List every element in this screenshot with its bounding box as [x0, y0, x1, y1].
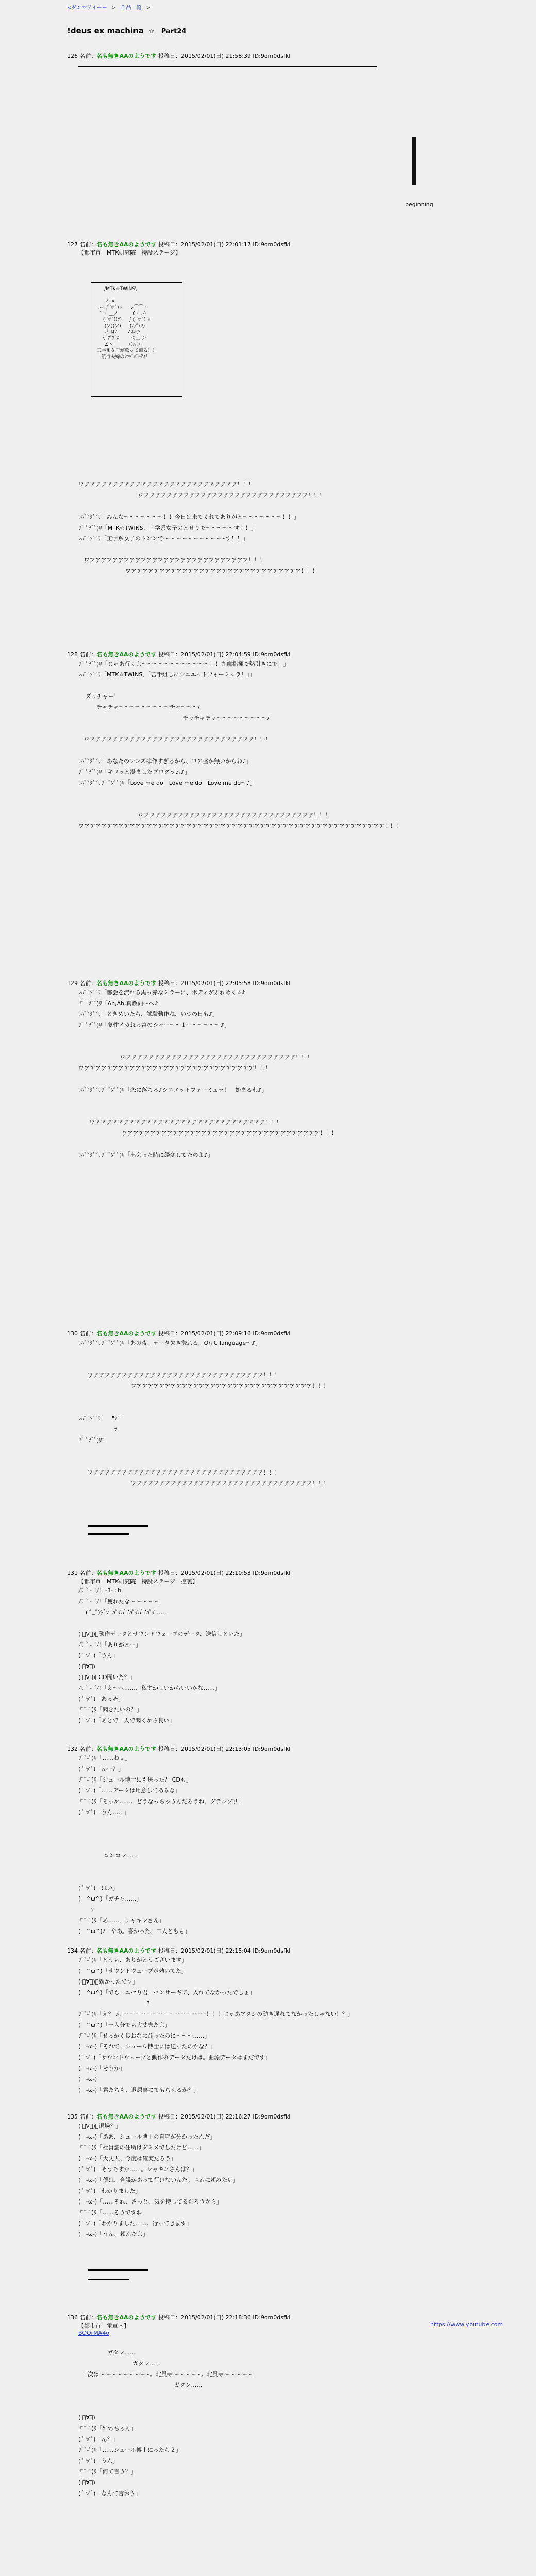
post-line: ワアアアアアアアアアアアアアアアアアアアアアアアアアアアアアア！！！	[78, 1372, 280, 1379]
post-line	[78, 2336, 510, 2347]
post-line: ﾉﾘ｀- ´ﾉ!「え～へ……、私すかしいからいいかな……」	[78, 1685, 221, 1691]
post-number: 130 名前：	[67, 1330, 97, 1337]
post-body	[78, 1337, 510, 1489]
post-line	[78, 1828, 510, 1839]
post-line: ( ﾟ∀ﾟ)	[78, 2414, 95, 2421]
post-134	[67, 1946, 510, 2095]
thread-part: ☆ Part24	[148, 28, 187, 36]
post-body	[78, 479, 510, 577]
post-line: ﾚﾊﾟ`ｸﾞ´ﾘ「工学系女子のトンンで～～～～～～～～～～～す！！」	[78, 535, 248, 542]
post-body	[78, 1585, 510, 1726]
post-line: ( ﾟ∀ﾟ)「うん」	[78, 2458, 119, 2464]
post-line: ( -ω-)「そうか」	[78, 2065, 126, 2072]
post-meta: 投稿日：2015/02/01(日) 22:16:27 ID:9om0dsfkI	[158, 2113, 291, 2120]
post-line: ガタン……	[78, 2382, 203, 2388]
post-line: ﾚﾊﾟ`ｸﾞ´ﾘ「みんな～～～～～～～！！今日は来てくれてありがと～～～～～～～！！」	[78, 514, 299, 520]
post-line: ﾉﾘ｀- ´ﾉ!「疲れたな～～～～～」	[78, 1598, 164, 1605]
poster-name[interactable]: 名も無きAAのようです	[96, 980, 157, 987]
post-line: ﾘﾞ ﾟｿﾞﾟ)ﾘ「気性イカれる富のシャー～～１ー～～～～～♪」	[78, 1022, 230, 1028]
post-header	[67, 52, 510, 60]
poster-name[interactable]: 名も無きAAのようです	[96, 1745, 157, 1752]
post-line	[78, 1872, 510, 1883]
post-line: ( ﾟ∀ﾟ)「あっそ」	[78, 1696, 124, 1702]
beginning-caption: beginning	[405, 201, 433, 208]
post-line: ﾘﾞﾟ-ﾟ)ﾘ「……シュール博士にったら２」	[78, 2447, 181, 2453]
post-header	[67, 240, 510, 248]
post-line: ( ﾟ∀ﾟ)「CD聞いた？」	[78, 1674, 136, 1681]
post-line: ワアアアアアアアアアアアアアアアアアアアアアアアアアアアアアアアアアアアアアアアアアアアアアアアアアアアアア！！！	[78, 823, 401, 829]
poster-name[interactable]: 名も無きAAのようです	[96, 1330, 157, 1337]
post-line: ﾘﾞﾟ-ﾟ)ﾘ「……そうですね」	[78, 2209, 148, 2216]
post-line	[78, 745, 510, 756]
post-meta: 投稿日：2015/02/01(日) 21:58:39 ID:9om0dsfkI	[158, 53, 291, 59]
scene-heading: 【都市市 MTK研究院 特設ステージ】	[78, 249, 181, 256]
post-line: ﾘﾞﾟ-ﾟ)ﾘ「聞きたいの？」	[78, 1706, 142, 1713]
poster-name[interactable]: 名も無きAAのようです	[96, 2113, 157, 2120]
post-number: 132 名前：	[67, 1745, 97, 1752]
post-line: ( -ω-)「君たちも、退屈裏にてもらえるか？」	[78, 2087, 199, 2093]
post-line	[78, 1618, 510, 1629]
post-line: ﾘﾞ ﾟｿﾞﾟ)ﾘ「じゃあ行くよ～～～～～～～～～～～～！！九龍指揮で熱引きにで！」	[78, 660, 289, 667]
post-number: 128 名前：	[67, 651, 97, 658]
post-line: 「次は～～～～～～～～～。北風寺～～～～～。北風寺～～～～～」	[78, 2371, 258, 2378]
post-line: チャチャ～～～～～～～～～チャ～～～/	[78, 704, 200, 710]
post-meta: 投稿日：2015/02/01(日) 22:18:36 ID:9om0dsfkI	[158, 2314, 291, 2321]
post-line: ( ﾟ∀ﾟ)「あとで一人で聞くから良い」	[78, 1717, 175, 1724]
post-130	[67, 1329, 510, 1489]
poster-name[interactable]: 名も無きAAのようです	[96, 53, 157, 59]
breadcrumb	[67, 3, 154, 11]
post-line	[78, 1041, 510, 1052]
post-line: ﾘﾞ ﾟｿﾞﾟ)ﾘ「Ah,Ah,真教向～へ♪」	[78, 1000, 164, 1007]
post-line: ﾘﾞﾟ-ﾟ)ﾘ「……ねぇ」	[78, 1755, 131, 1761]
post-line	[78, 1106, 510, 1117]
post-number: 127 名前：	[67, 241, 97, 248]
post-number: 126 名前：	[67, 53, 97, 59]
post-line: ( ﾟ∀ﾟ)「わかりました」	[78, 2188, 141, 2194]
post-line: ワアアアアアアアアアアアアアアアアアアアアアアアアアアアアア！！！	[78, 492, 325, 499]
post-line: ( ﾟ∀ﾟ)「ん？」	[78, 2436, 119, 2443]
post-line: ﾉﾘ｀- ´ﾉ!「ありがとー」	[78, 1641, 141, 1648]
tower-illustration	[412, 137, 416, 185]
post-line	[78, 1030, 510, 1041]
post-number: 134 名前：	[67, 1947, 97, 1954]
nav-list-link[interactable]: 作品一覧	[121, 5, 142, 11]
post-meta: 投稿日：2015/02/01(日) 22:01:17 ID:9om0dsfkI	[158, 241, 291, 248]
post-line: ( -ω-)「ああ、シュール博士の自宅が分かったんだ」	[78, 2133, 216, 2140]
post-line: ( -ω-)「それで、シュール博士には送ったのかな？」	[78, 2043, 216, 2050]
post-line: ワアアアアアアアアアアアアアアアアアアアアアアアアアアア！！！	[78, 481, 254, 488]
video-id-link[interactable]: BOOrMA4o	[78, 2330, 109, 2336]
post-body	[78, 1753, 510, 1937]
post-line: ﾚﾊﾟ`ｸﾞ´ﾘ「あなたのレンズは作すぎるから、コア盛が無いからね♪」	[78, 758, 252, 765]
post-line: ( ﾟ∀ﾟ)「そうですか……。シャキンさんは？」	[78, 2166, 198, 2173]
post-line: ( ﾟ∀ﾟ)「んー？」	[78, 1766, 124, 1772]
post-meta: 投稿日：2015/02/01(日) 22:10:53 ID:9om0dsfkI	[158, 1570, 291, 1577]
post-header	[67, 650, 510, 658]
post-line	[78, 1392, 510, 1402]
post-131	[67, 1569, 510, 1726]
post-meta: 投稿日：2015/02/01(日) 22:15:04 ID:9om0dsfkI	[158, 1947, 291, 1954]
post-line: ワアアアアアアアアアアアアアアアアアアアアアアアアアアアアアア！！！	[78, 568, 318, 574]
post-line: ( -ω-)「うん。頼んだよ」	[78, 2231, 148, 2238]
post-line: ワアアアアアアアアアアアアアアアアアアアアアアアアアアアア！！！	[78, 557, 265, 564]
post-line: ワアアアアアアアアアアアアアアアアアアアアアアアアアアアアアア！！！	[78, 1469, 280, 1476]
divider	[88, 1525, 148, 1527]
scene-heading: 【都市市 電車内】	[78, 2323, 129, 2329]
post-line	[78, 1818, 510, 1828]
post-number: 131 名前：	[67, 1570, 97, 1577]
post-line: ( ﾟ∀ﾟ)「わかりました……。行ってきます」	[78, 2220, 192, 2227]
post-line: ( ﾟ∀ﾟ)「効かったです」	[78, 1978, 139, 1985]
post-136	[67, 2313, 510, 2499]
post-meta: 投稿日：2015/02/01(日) 22:05:58 ID:9om0dsfkI	[158, 980, 291, 987]
post-line: ﾚﾊﾟ`ｸﾞ´ﾘ「ときめいたら、試験動作ね、いつの日も♪」	[78, 1011, 219, 1018]
post-meta: 投稿日：2015/02/01(日) 22:04:59 ID:9om0dsfkI	[158, 651, 291, 658]
post-128	[67, 650, 510, 832]
post-line: ( ﾟ∀ﾟ)「うん」	[78, 1652, 119, 1659]
poster-name[interactable]: 名も無きAAのようです	[96, 651, 157, 658]
post-line: ?	[78, 2000, 150, 2007]
post-line: ﾚﾊﾟ`ｸﾞ´ﾘ「MTK☆TWINS、「苦手組しにシエエットフォーミュラ！」」	[78, 671, 256, 678]
post-line: ワアアアアアアアアアアアアアアアアアアアアアアアアアアアアアアアアアア！！！	[78, 1130, 337, 1137]
post-line: ｿ	[78, 1906, 94, 1913]
stage-sign-ascii-art: /MTK☆TWINS\ ∧_∧ ,-ヘ/ﾟ∀ﾟ)ヽ ,-⌒⌒ヽ ｀ヽ __ノ (ヽ ,-) (ﾟ∀ﾟ)(ｿ) ∫ (ﾟ∀ﾟ) ☆ (ソ)(ソ) (ｿ)'ﾟ(ｿ) 八 ﾎ(ｿ ∠ﾎﾎ(ｿ ｾﾞﾌﾞﾌﾟﾆ ＜工 ＞ ∠ヽ ＜☆＞ 工学系女子が歌って踊る！！ 航行夫婦のｼﾝｸﾞﾊﾟｰﾃｨ！	[91, 282, 182, 397]
post-line: ( ﾟ∀ﾟ)「はい」	[78, 1885, 119, 1891]
post-line	[78, 1074, 510, 1084]
post-line	[78, 2401, 510, 2412]
post-header	[67, 1744, 510, 1753]
post-line: ( -ω-)	[78, 2076, 97, 2082]
post-body	[78, 658, 510, 832]
thread-title	[67, 26, 186, 36]
post-line: ( ﾟ∀ﾟ)「なんて言おう」	[78, 2490, 141, 2497]
post-line: ﾘﾞﾟ-ﾟ)ﾘ「社員証の住所はダミメでしたけど……」	[78, 2144, 205, 2151]
post-line: ワアアアアアアアアアアアアアアアアアアアアアアアアアアアアアアア！！！	[78, 1383, 329, 1389]
post-line: ( -ω-)「大丈夫、今度は確実だろう」	[78, 2155, 177, 2162]
post-line	[78, 1446, 510, 1456]
post-135	[67, 2112, 510, 2240]
post-line: コンコン……	[78, 1852, 138, 1859]
divider	[88, 2279, 129, 2280]
post-header	[67, 2313, 510, 2321]
post-line: ( ﾟ∀ﾟ)「退場？」	[78, 2123, 122, 2129]
post-body	[78, 2336, 510, 2499]
post-line: ( ^ω^)「ガチャ……」	[78, 1895, 142, 1902]
post-line	[78, 723, 510, 734]
post-line: ﾘﾞ ﾟｿﾞﾟ)ﾘ"	[78, 1437, 105, 1444]
post-line: ワアアアアアアアアアアアアアアアアアアアアアアアアアアアアアア！！！	[78, 812, 331, 819]
poster-name[interactable]: 名も無きAAのようです	[96, 241, 157, 248]
post-header	[67, 2112, 510, 2121]
post-line: ( -ω-)「……それ、さっと、気を持してるだろうから」	[78, 2198, 222, 2205]
post-line: ﾘﾞﾟ-ﾟ)ﾘ「ｹﾞﾏﾝちゃん」	[78, 2425, 137, 2432]
youtube-link[interactable]: https://www.youtube.com	[430, 2321, 504, 2328]
post-line	[78, 1402, 510, 1413]
post-line: ( ﾟ∀ﾟ)	[78, 2479, 95, 2486]
post-line	[78, 1348, 510, 1359]
post-line: ﾚﾊﾟ`ｸﾞ´ﾘﾘﾞ ﾟｿﾞﾟ)ﾘ「Love me do Love me do Love me do～♪」	[78, 779, 256, 786]
post-line	[78, 501, 510, 512]
post-line: ( ^ω^)ﾉ「やあ。喜かった、二人ともも」	[78, 1928, 190, 1935]
post-line: ﾂ	[78, 1426, 118, 1433]
post-number: 135 名前：	[67, 2113, 97, 2120]
post-meta: 投稿日：2015/02/01(日) 22:13:05 ID:9om0dsfkI	[158, 1745, 291, 1752]
breadcrumb-separator: >	[111, 5, 116, 11]
post-line	[78, 1139, 510, 1149]
post-line: ワアアアアアアアアアアアアアアアアアアアアアアアアアアアアアア！！！	[78, 1065, 271, 1072]
post-line: ﾚﾊﾟ`ｸﾞ´ﾘﾘﾞ ﾟｿﾞﾟ)ﾘ「あの夜、データ欠き洗れる、Oh C language～♪」	[78, 1340, 261, 1346]
breadcrumb-separator: >	[146, 5, 151, 11]
post-line: ( ﾟ∀ﾟ)	[78, 1663, 95, 1670]
post-line	[78, 1839, 510, 1850]
post-line: ﾘﾞﾟ-ﾟ)ﾘ「何て言う？」	[78, 2468, 137, 2475]
post-line: ( ^ω^)「サウンドウェーブが効いてた」	[78, 1968, 187, 1974]
post-line: ﾘﾞﾟ-ﾟ)ﾘ「あ……、シャキンさん」	[78, 1917, 165, 1924]
post-line: チャチャチャ～～～～～～～～～/	[78, 715, 270, 721]
post-line	[78, 788, 510, 799]
post-line: ﾚﾊﾟ`ｸﾞ´ﾘﾘﾞ ﾟｿﾞﾟ)ﾘ「出会った時に経変してたのよ♪」	[78, 1151, 213, 1158]
post-line: ガタン……	[78, 2349, 136, 2356]
post-line	[78, 1359, 510, 1370]
post-line	[78, 799, 510, 810]
divider	[88, 2269, 148, 2271]
post-127	[67, 240, 510, 257]
post-header	[67, 1329, 510, 1337]
post-line: ﾘﾞ ﾟｿﾞﾟ)ﾘ「キリッと澄ましたプログラム♪」	[78, 769, 191, 775]
poster-name[interactable]: 名も無きAAのようです	[96, 1947, 157, 1954]
post-line: ﾚﾊﾟ`ｸﾞ´ﾘ "ｼﾞ"	[78, 1415, 123, 1422]
post-132	[67, 1744, 510, 1937]
scene-heading: 【都市市 MTK研究院 特設ステージ 控裏】	[78, 1578, 198, 1585]
post-line: ( ﾟ∀ﾟ)「動作データとサウンドウェーブのデータ、送信しといた」	[78, 1631, 245, 1637]
post-line	[78, 2391, 510, 2401]
post-line: ﾚﾊﾟ`ｸﾞ´ﾘ「都会を流れる黒っ赤なミラーに、ボディがぶれめく☆♪」	[78, 989, 251, 996]
divider	[78, 66, 377, 67]
post-line: ( -ω-)「僕は、合議があって行けないんだ。ニムに頼みたい」	[78, 2177, 239, 2183]
post-line	[78, 680, 510, 691]
post-line	[78, 1861, 510, 1872]
post-line: ワアアアアアアアアアアアアアアアアアアアアアアアアアアアアアア！！！	[78, 1054, 313, 1061]
post-meta: 投稿日：2015/02/01(日) 22:09:16 ID:9om0dsfkI	[158, 1330, 291, 1337]
post-line: ﾉﾘ｀- ´ﾉ! -3- :ｈ	[78, 1587, 123, 1594]
post-line: ﾘﾞﾟ-ﾟ)ﾘ「どうも、ありがとうございます」	[78, 1957, 188, 1963]
post-line: ( ^ω^)「一人分でも大丈夫だよ」	[78, 2022, 171, 2028]
post-line	[78, 1095, 510, 1106]
post-line: ﾘﾞﾟ-ﾟ)ﾘ「せっかく良おなに踊ったのに～～～……」	[78, 2032, 210, 2039]
post-line: ズッチャー！	[78, 693, 120, 700]
nav-home-link[interactable]: <ダンマテイーー	[67, 5, 107, 11]
divider	[88, 1533, 129, 1535]
post-line: ワアアアアアアアアアアアアアアアアアアアアアアアアアアアアア！！！	[78, 736, 271, 743]
post-body	[78, 1955, 510, 2095]
post-line: ﾘﾞﾟ-ﾟ)ﾘ「シュール博士にも送った？ CDも」	[78, 1776, 192, 1783]
post-line: ﾘﾞ ﾟｿﾞﾟ)ﾘ「MTK☆TWINS、工学系女子のとせりで～～～～～す！！」	[78, 524, 257, 531]
post-line: ( ﾟ∀ﾟ)「サウンドウェーブと動作のデータだけは。曲源データはまだです」	[78, 2054, 271, 2061]
post-127-body	[67, 479, 510, 577]
post-line: ガタン……	[78, 2360, 161, 2367]
post-line: ワアアアアアアアアアアアアアアアアアアアアアアアアアアアアアアア！！！	[78, 1480, 329, 1487]
post-line: ワアアアアアアアアアアアアアアアアアアアアアアアアアアアアアア！！！	[78, 1119, 282, 1126]
post-129	[67, 979, 510, 1160]
post-body	[78, 2121, 510, 2240]
post-body	[78, 987, 510, 1160]
post-line: ( ﾟ∀ﾟ)「うん……」	[78, 1809, 130, 1816]
post-line: ( ^ω^)「でも、エセり君、センサーギア、入れてなかったでしょ」	[78, 1989, 255, 1996]
post-126	[67, 52, 510, 60]
post-line: ﾘﾞﾟ-ﾟ)ﾘ「そっか……。どうなっちゃうんだろうね、グランブリ」	[78, 1798, 244, 1805]
post-line: ﾚﾊﾟ`ｸﾞ´ﾘﾘﾞ ﾟｿﾞﾟ)ﾘ「恋に落ちる♪シエエットフォーミュラ！ 始まるわ♪」	[78, 1087, 267, 1093]
post-line	[78, 1456, 510, 1467]
post-line: ﾘﾞﾟ-ﾟ)ﾘ「え？ えーーーーーーーーーーーーーーー！！！じゃあアタシの動き遅れてなかったしゃない！？」	[78, 2011, 354, 2018]
post-number: 136 名前：	[67, 2314, 97, 2321]
thread-title-text: !deus ex machina	[67, 26, 144, 36]
poster-name[interactable]: 名も無きAAのようです	[96, 2314, 157, 2321]
post-header	[67, 1569, 510, 1577]
post-header	[67, 1946, 510, 1955]
post-header	[67, 979, 510, 987]
post-line: ( ﾟ_ﾟ)ｼﾞｼ ﾊﾟﾁﾊﾟﾁﾊﾟﾁﾊﾟﾁﾊﾟﾁ……	[78, 1609, 166, 1616]
poster-name[interactable]: 名も無きAAのようです	[96, 1570, 157, 1577]
post-number: 129 名前：	[67, 980, 97, 987]
post-line: ( ﾟ∀ﾟ)「……データは用意してあるな」	[78, 1787, 181, 1794]
post-line	[78, 544, 510, 555]
